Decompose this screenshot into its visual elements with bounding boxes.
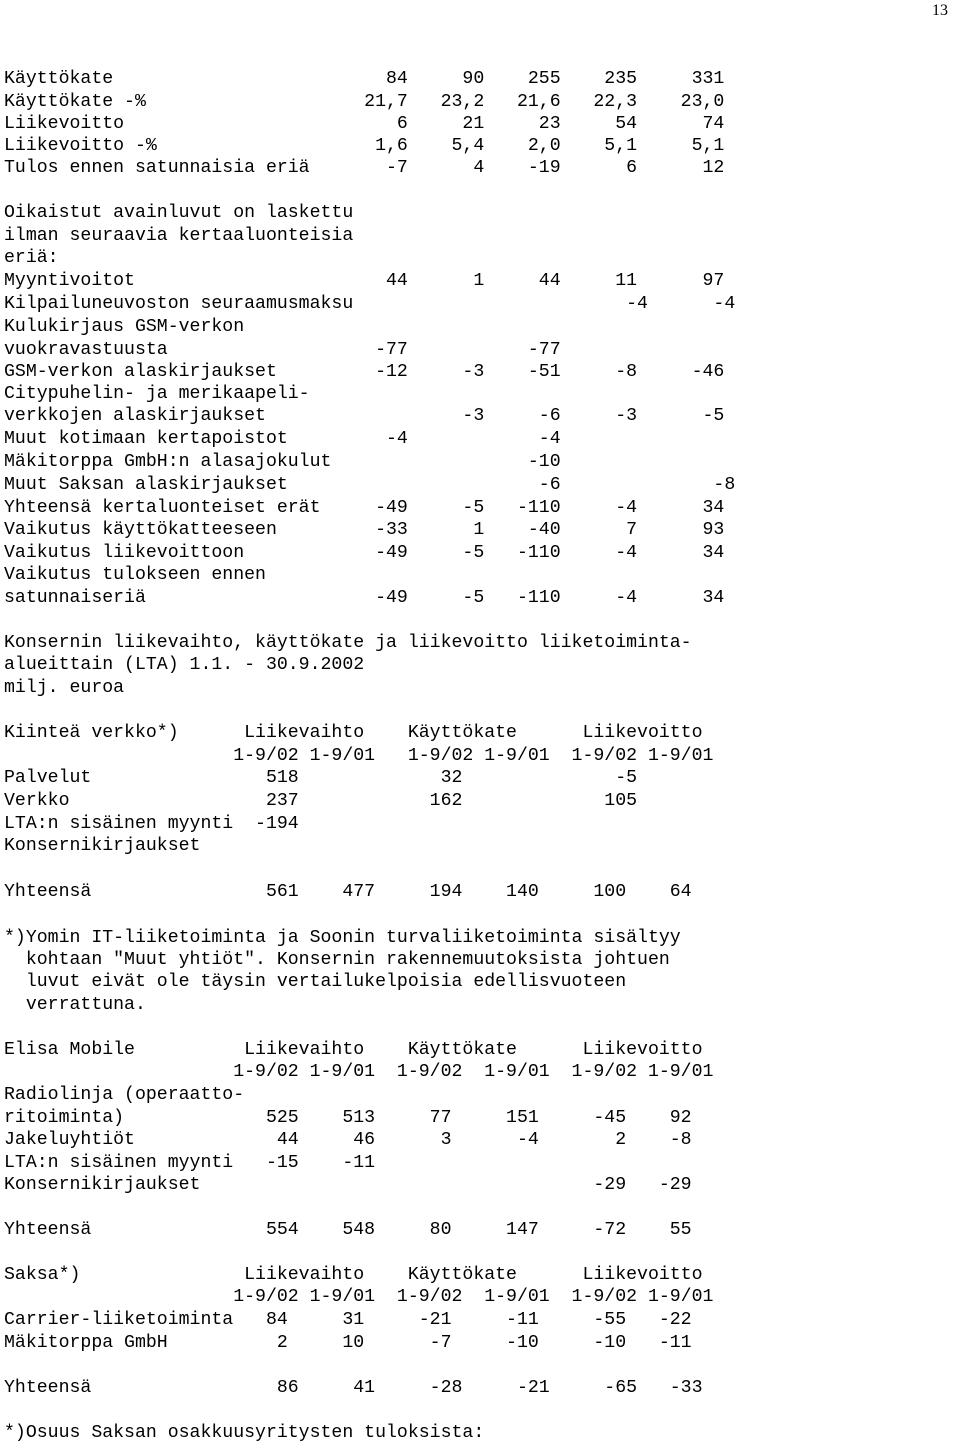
text-line: milj. euroa bbox=[4, 678, 125, 698]
text-line: GSM-verkon alaskirjaukset -12 -3 -51 -8 -46 bbox=[4, 362, 725, 382]
text-line: Muut Saksan alaskirjaukset -6 -8 bbox=[4, 475, 736, 495]
text-line: 1-9/02 1-9/01 1-9/02 1-9/01 1-9/02 1-9/01 bbox=[4, 746, 714, 766]
text-line: LTA:n sisäinen myynti -194 bbox=[4, 814, 299, 834]
text-line: Mäkitorppa GmbH:n alasajokulut -10 bbox=[4, 452, 561, 472]
text-line: Vaikutus liikevoittoon -49 -5 -110 -4 34 bbox=[4, 543, 725, 563]
text-line: Verkko 237 162 105 bbox=[4, 791, 638, 811]
text-line: Oikaistut avainluvut on laskettu bbox=[4, 203, 354, 223]
text-line: Konsernikirjaukset bbox=[4, 836, 201, 856]
text-line: luvut eivät ole täysin vertailukelpoisia edellisvuoteen bbox=[4, 972, 627, 992]
text-line: Yhteensä 554 548 80 147 -72 55 bbox=[4, 1220, 692, 1240]
text-line: Vaikutus tulokseen ennen bbox=[4, 565, 266, 585]
text-line: 1-9/02 1-9/01 1-9/02 1-9/01 1-9/02 1-9/01 bbox=[4, 1287, 714, 1307]
text-line: Liikevoitto 6 21 23 54 74 bbox=[4, 114, 725, 134]
text-line: Kilpailuneuvoston seuraamusmaksu -4 -4 bbox=[4, 294, 736, 314]
text-line: Liikevoitto -% 1,6 5,4 2,0 5,1 5,1 bbox=[4, 136, 725, 156]
text-line: Citypuhelin- ja merikaapeli- bbox=[4, 384, 310, 404]
text-line: alueittain (LTA) 1.1. - 30.9.2002 bbox=[4, 655, 365, 675]
text-line: eriä: bbox=[4, 248, 59, 268]
text-line: Jakeluyhtiöt 44 46 3 -4 2 -8 bbox=[4, 1130, 692, 1150]
text-line: LTA:n sisäinen myynti -15 -11 bbox=[4, 1153, 376, 1173]
text-line: Käyttökate 84 90 255 235 331 bbox=[4, 69, 725, 89]
text-line: Carrier-liiketoiminta 84 31 -21 -11 -55 -22 bbox=[4, 1310, 692, 1330]
text-line: Radiolinja (operaatto- bbox=[4, 1085, 245, 1105]
text-line: Tulos ennen satunnaisia eriä -7 4 -19 6 12 bbox=[4, 158, 725, 178]
text-line: Vaikutus käyttökatteeseen -33 1 -40 7 93 bbox=[4, 520, 725, 540]
text-line: Yhteensä 561 477 194 140 100 64 bbox=[4, 882, 692, 902]
text-line: Yhteensä 86 41 -28 -21 -65 -33 bbox=[4, 1378, 703, 1398]
text-line: *)Yomin IT-liiketoiminta ja Soonin turvaliiketoiminta sisältyy bbox=[4, 928, 681, 948]
text-line: verkkojen alaskirjaukset -3 -6 -3 -5 bbox=[4, 406, 725, 426]
text-line: *)Osuus Saksan osakkuusyritysten tuloksista: bbox=[4, 1423, 485, 1443]
text-line: Mäkitorppa GmbH 2 10 -7 -10 -10 -11 bbox=[4, 1333, 692, 1353]
text-line: ritoiminta) 525 513 77 151 -45 92 bbox=[4, 1108, 692, 1128]
text-line: Konsernin liikevaihto, käyttökate ja liikevoitto liiketoiminta- bbox=[4, 633, 692, 653]
text-line: Palvelut 518 32 -5 bbox=[4, 768, 638, 788]
text-line: Muut kotimaan kertapoistot -4 -4 bbox=[4, 429, 561, 449]
text-line: Kiinteä verkko*) Liikevaihto Käyttökate Liikevoitto bbox=[4, 723, 703, 743]
text-line: satunnaiseriä -49 -5 -110 -4 34 bbox=[4, 588, 725, 608]
text-line: kohtaan "Muut yhtiöt". Konsernin rakennemuutoksista johtuen bbox=[4, 950, 670, 970]
text-line: Elisa Mobile Liikevaihto Käyttökate Liikevoitto bbox=[4, 1040, 703, 1060]
text-line: 1-9/02 1-9/01 1-9/02 1-9/01 1-9/02 1-9/01 bbox=[4, 1062, 714, 1082]
page-number: 13 bbox=[932, 2, 948, 19]
text-line: Konsernikirjaukset -29 -29 bbox=[4, 1175, 692, 1195]
text-line: Käyttökate -% 21,7 23,2 21,6 22,3 23,0 bbox=[4, 92, 725, 112]
text-line: verrattuna. bbox=[4, 995, 146, 1015]
text-line: Saksa*) Liikevaihto Käyttökate Liikevoitto bbox=[4, 1265, 703, 1285]
text-line: Myyntivoitot 44 1 44 11 97 bbox=[4, 271, 725, 291]
text-line: ilman seuraavia kertaaluonteisia bbox=[4, 226, 354, 246]
text-line: Yhteensä kertaluonteiset erät -49 -5 -110 -4 34 bbox=[4, 498, 725, 518]
text-line: vuokravastuusta -77 -77 bbox=[4, 340, 561, 360]
text-line: Kulukirjaus GSM-verkon bbox=[4, 317, 245, 337]
